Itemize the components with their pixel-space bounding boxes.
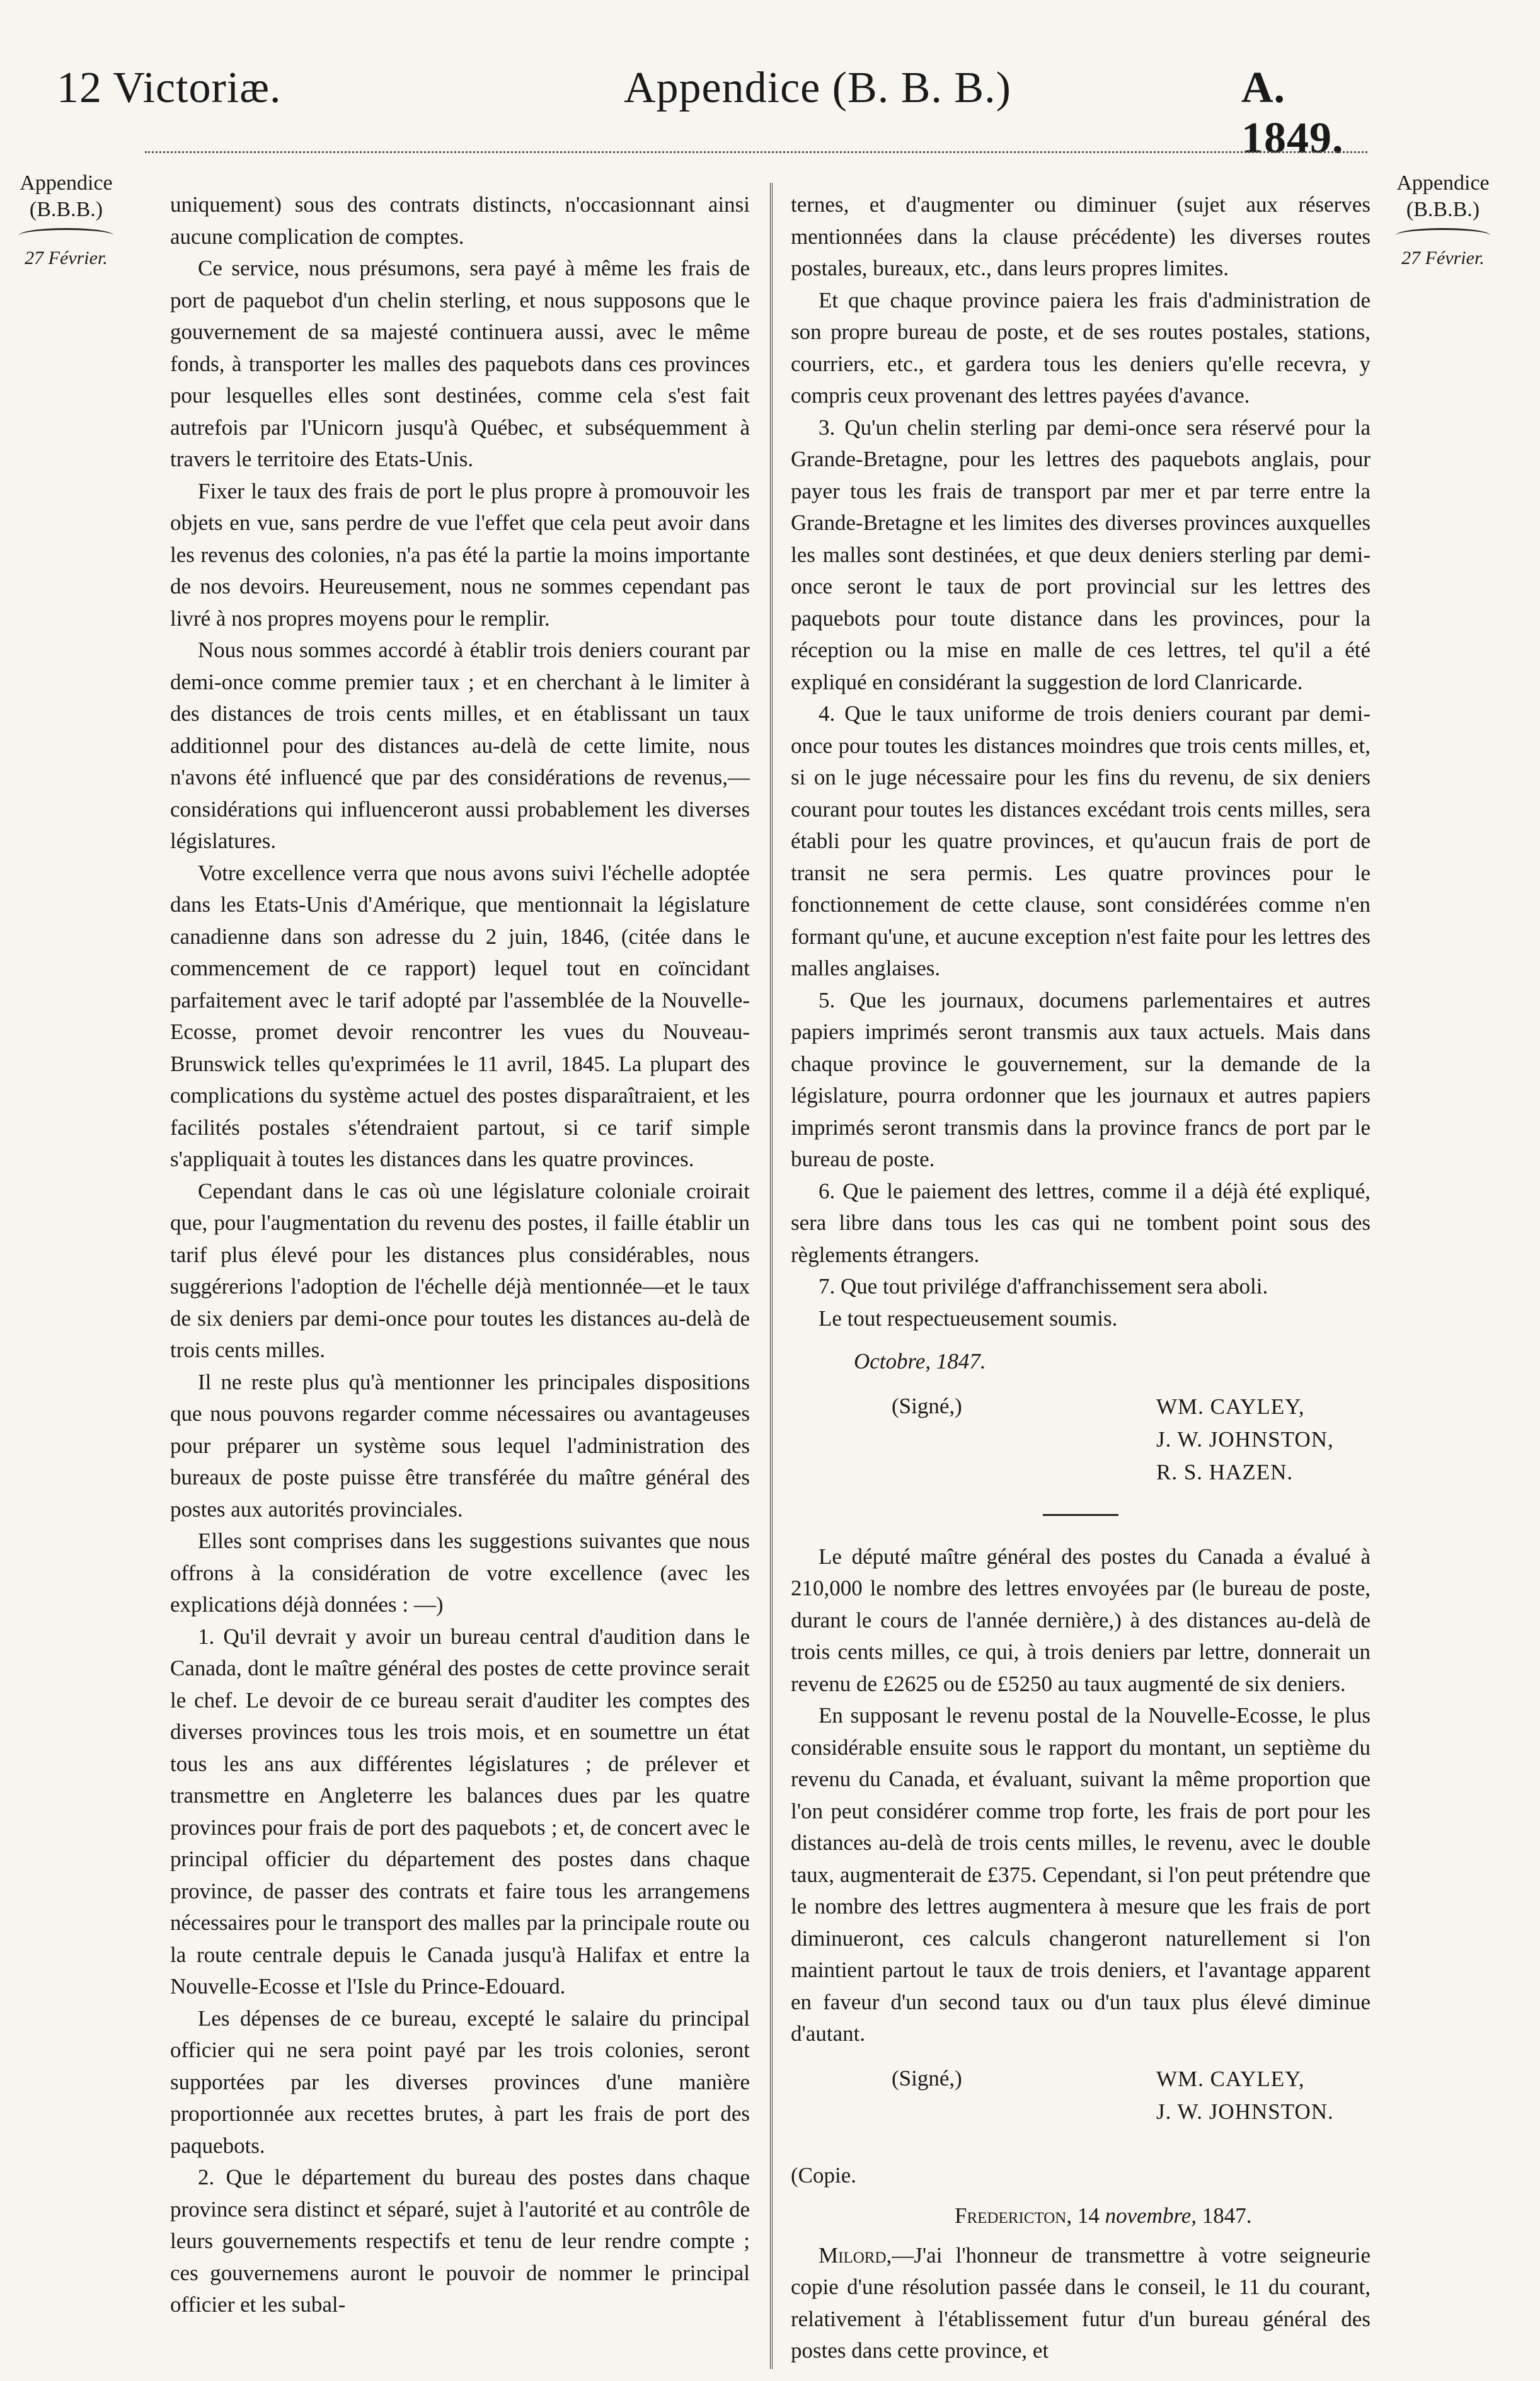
paragraph: Et que chaque province paiera les frais d'administration de son propre bureau de poste, et de ses routes postales, stations, courriers, etc., et gardera tous les deniers qu'elle recevra, y compris ceux provenant des lettres payées d'avance. xyxy=(791,287,1370,408)
margin-date: 27 Février. xyxy=(1401,248,1485,268)
paragraph: Votre excellence verra que nous avons suivi l'échelle adoptée dans les Etats-Unis d'Amérique, que mentionnait la législature canadienne dans son adresse du 2 juin, 1846, (citée dans le commencement de ce rapport) lequel tout en coïncidant parfaitement avec le tarif adopté par l'assemblée de la Nouvelle-Ecosse, promet devoir rencontrer les vues du Nouveau-Brunswick telles qu'exprimées le 11 avril, 1845. La plupart des complications du système actuel des postes disparaîtraient, et les facilités postales s'étendraient partout, si ce tarif simple s'appliquait à toutes les distances dans les quatre provinces. xyxy=(170,860,750,1171)
margin-title: Appendice xyxy=(20,171,113,195)
header-session: 12 Victoriæ. xyxy=(57,64,282,112)
header-appendix: Appendice (B. B. B.) xyxy=(624,64,1011,112)
paragraph: 1. Qu'il devrait y avoir un bureau central d'audition dans le Canada, dont le maître général des postes de cette province serait le chef. Le devoir de ce bureau serait d'auditer les comptes des diverses provinces tous les trois mois, et en soumettre un état tous les ans aux différentes législatures ; de prélever et transmettre en Angleterre les balances dues par les quatre provinces pour frais de port des paquebots ; et, de concert avec le principal officier du département des postes dans chaque province, de passer des contrats et faire tous les arrangemens nécessaires pour le transport des malles par la principale route ou la route centrale depuis le Canada jusqu'à Halifax et entre la Nouvelle-Ecosse et l'Isle du Prince-Edouard. xyxy=(170,1624,750,1999)
paragraph: Elles sont comprises dans les suggestions suivantes que nous offrons à la considération de votre excellence (avec les explications déjà données : —) xyxy=(170,1529,750,1617)
margin-title: Appendice xyxy=(1396,171,1490,195)
paragraph: ternes, et d'augmenter ou diminuer (sujet aux réserves mentionnées dans la clause précédente) les diverses routes postales, bureaux, etc., dans leurs propres limites. xyxy=(791,192,1370,280)
header-rule xyxy=(145,151,1367,153)
section-separator xyxy=(1043,1514,1118,1516)
letter-day: 14 xyxy=(1072,2203,1105,2228)
paragraph: Ce service, nous présumons, sera payé à même les frais de port de paquebot d'un chelin sterling, et nous supposons que le gouvernement de sa majesté continuera aussi, avec le même fonds, à transporter les malles des paquebots dans ces provinces pour lesquelles elles sont destinées, comme cela s'est fait autrefois par l'Unicorn jusqu'à Québec, et subséquemment à travers le territoire des Etats-Unis. xyxy=(170,256,750,471)
left-column xyxy=(170,189,750,2321)
margin-note-left xyxy=(6,170,126,272)
revenue-note xyxy=(791,1541,1370,2050)
paragraph: 5. Que les journaux, documens parlementaires et autres papiers imprimés seront transmis aux taux actuels. Mais dans chaque province le gouvernement, sur la demande de la législature, pourra ordonner que les journaux et autres papiers imprimés seront transmis dans la province francs de port par le bureau de poste. xyxy=(791,987,1370,1171)
letter-year: 1847. xyxy=(1197,2203,1252,2228)
letter-text: —J'ai l'honneur de transmettre à votre seigneurie copie d'une résolution passée dans le conseil, le 11 du courant, relativement à l'établissement futur d'un bureau général des postes dans cette province, et xyxy=(791,2242,1370,2363)
margin-code: (B.B.B.) xyxy=(29,198,103,221)
paragraph: 3. Qu'un chelin sterling par demi-once sera réservé pour la Grande-Bretagne, pour les lettres des paquebots anglais, pour payer tous les frais de transport par mer et par terre entre la Grande-Bretagne et les limites des diverses provinces auxquelles les malles sont destinées, et que deux deniers sterling par demi-once seront le taux de port provincial sur les lettres des paquebots pour toute distance dans les provinces, pour la réception ou la mise en malle de ces lettres, tel qu'il a été expliqué en considérant la suggestion de lord Clanricarde. xyxy=(791,415,1370,694)
column-divider xyxy=(770,183,773,2369)
margin-code: (B.B.B.) xyxy=(1406,198,1480,221)
margin-date: 27 Février. xyxy=(25,248,108,268)
paragraph: 4. Que le taux uniforme de trois deniers courant par demi-once pour toutes les distances moindres que trois cents milles, et, si on le juge nécessaire pour les fins du revenu, de six deniers courant pour toutes les distances excédant trois cents milles, sera établi pour les quatre provinces, et qu'aucun frais de port de transit ne sera permis. Les quatre provinces pour le fonctionnement de cette clause, sont considérées comme n'en formant qu'une, et aucune exception n'est faite pour les lettres des malles anglaises. xyxy=(791,701,1370,980)
paragraph: En supposant le revenu postal de la Nouvelle-Ecosse, le plus considérable ensuite sous le rapport du montant, un septième du revenu du Canada, et évaluant, suivant la même proportion que l'on peut considérer comme trop forte, les frais de port pour les distances au-delà de trois cents milles, le revenu, avec le double taux, augmenterait de £375. Cependant, si l'on peut prétendre que le nombre des lettres augmentera à mesure que les frais de port diminueront, ces calculs changeront naturellement si l'on maintient partout le taux de trois deniers, et l'avantage apparent en faveur d'un second taux ou d'un taux plus élevé diminue d'autant. xyxy=(791,1703,1370,2046)
signatory: WM. CAYLEY, xyxy=(1156,1394,1305,1419)
report-date xyxy=(854,1346,1370,1378)
signature-label: (Signé,) xyxy=(892,2065,962,2091)
paragraph: Le tout respectueusement soumis. xyxy=(819,1305,1118,1331)
paragraph: uniquement) sous des contrats distincts, n'occasionnant ainsi aucune complication de comptes. xyxy=(170,192,750,249)
paragraph: 2. Que le département du bureau des postes dans chaque province sera distinct et séparé, sujet à l'autorité et au contrôle de leurs gouvernements respectifs et tenu de leur rendre compte ; ces gouvernemens auront le pouvoir de nommer le principal officier et les subal- xyxy=(170,2165,750,2317)
letter-month: novembre, xyxy=(1105,2203,1197,2228)
letter-dateline xyxy=(955,2200,1370,2232)
paragraph: 7. Que tout privilége d'affranchissement sera aboli. xyxy=(819,1274,1268,1299)
brace-mark xyxy=(19,228,113,243)
paragraph: Les dépenses de ce bureau, excepté le salaire du principal officier qui ne sera point payé par les trois colonies, seront supportées par les diverses provinces d'une manière proportionnée aux recettes brutes, à part les frais de port des paquebots. xyxy=(170,2005,750,2158)
page-header xyxy=(57,63,1355,163)
paragraph: Fixer le taux des frais de port le plus propre à promouvoir les objets en vue, sans perdre de vue l'effet que cela peut avoir dans les revenus des colonies, n'a pas été la partie la moins importante de nos devoirs. Heureusement, nous ne sommes cependant pas livré à nos propres moyens pour le remplir. xyxy=(170,478,750,631)
signature-names xyxy=(1156,2063,1334,2128)
paragraph: Cependant dans le cas où une législature coloniale croirait que, pour l'augmentation du revenu des postes, il faille établir un tarif plus élevé pour les distances plus considérables, nous suggérerions l'adoption de l'échelle déjà mentionnée—et le taux de six deniers par demi-once pour toutes les distances au-delà de trois cents milles. xyxy=(170,1178,750,1362)
copy-marker: (Copie. xyxy=(791,2162,857,2188)
report-date-month: Octobre, xyxy=(854,1349,931,1374)
paragraph: Il ne reste plus qu'à mentionner les principales dispositions que nous pouvons regarder comme nécessaires ou avantageuses pour préparer un système sous lequel l'administration des bureaux de poste puisse être transférée du maître général des postes aux autorités provinciales. xyxy=(170,1369,750,1522)
signatory: WM. CAYLEY, xyxy=(1156,2066,1305,2091)
letter-place: Fredericton, xyxy=(955,2203,1072,2228)
signature-block-1 xyxy=(791,1391,1370,1489)
letter-salutation: Milord, xyxy=(819,2242,892,2268)
paragraph: Le député maître général des postes du Canada a évalué à 210,000 le nombre des lettres envoyées par (le bureau de poste, durant le cours de l'année dernière,) à des distances au-delà de trois cents milles, ce qui, à trois deniers par lettre, donnerait un revenu de £2625 ou de £5250 au taux augmenté de six deniers. xyxy=(791,1544,1370,1696)
header-year: A. 1849. xyxy=(1241,64,1344,163)
paragraph: Nous nous sommes accordé à établir trois deniers courant par demi-once comme premier taux ; et en cherchant à le limiter à des distances de trois cents milles, et en établissant un taux additionnel pour des distances au-delà de cette limite, nous n'avons été influencé que par des considérations de revenus,—considérations qui influenceront aussi probablement les diverses législatures. xyxy=(170,638,750,853)
right-column xyxy=(791,189,1370,2367)
signature-label: (Signé,) xyxy=(892,1393,962,1418)
brace-mark xyxy=(1396,228,1490,243)
paragraph: 6. Que le paiement des lettres, comme il a déjà été expliqué, sera libre dans tous les cas qui ne tombent point sous des règlements étrangers. xyxy=(791,1178,1370,1267)
signatory: J. W. JOHNSTON. xyxy=(1156,2099,1334,2124)
right-column-paragraphs xyxy=(791,189,1370,1334)
letter-body xyxy=(791,2240,1370,2367)
signature-block-2 xyxy=(791,2063,1370,2128)
signatory: R. S. HAZEN. xyxy=(1156,1459,1294,1484)
margin-note-right xyxy=(1383,170,1503,272)
report-date-year: 1847. xyxy=(931,1349,986,1374)
signatory: J. W. JOHNSTON, xyxy=(1156,1426,1334,1452)
signature-names xyxy=(1156,1391,1334,1489)
